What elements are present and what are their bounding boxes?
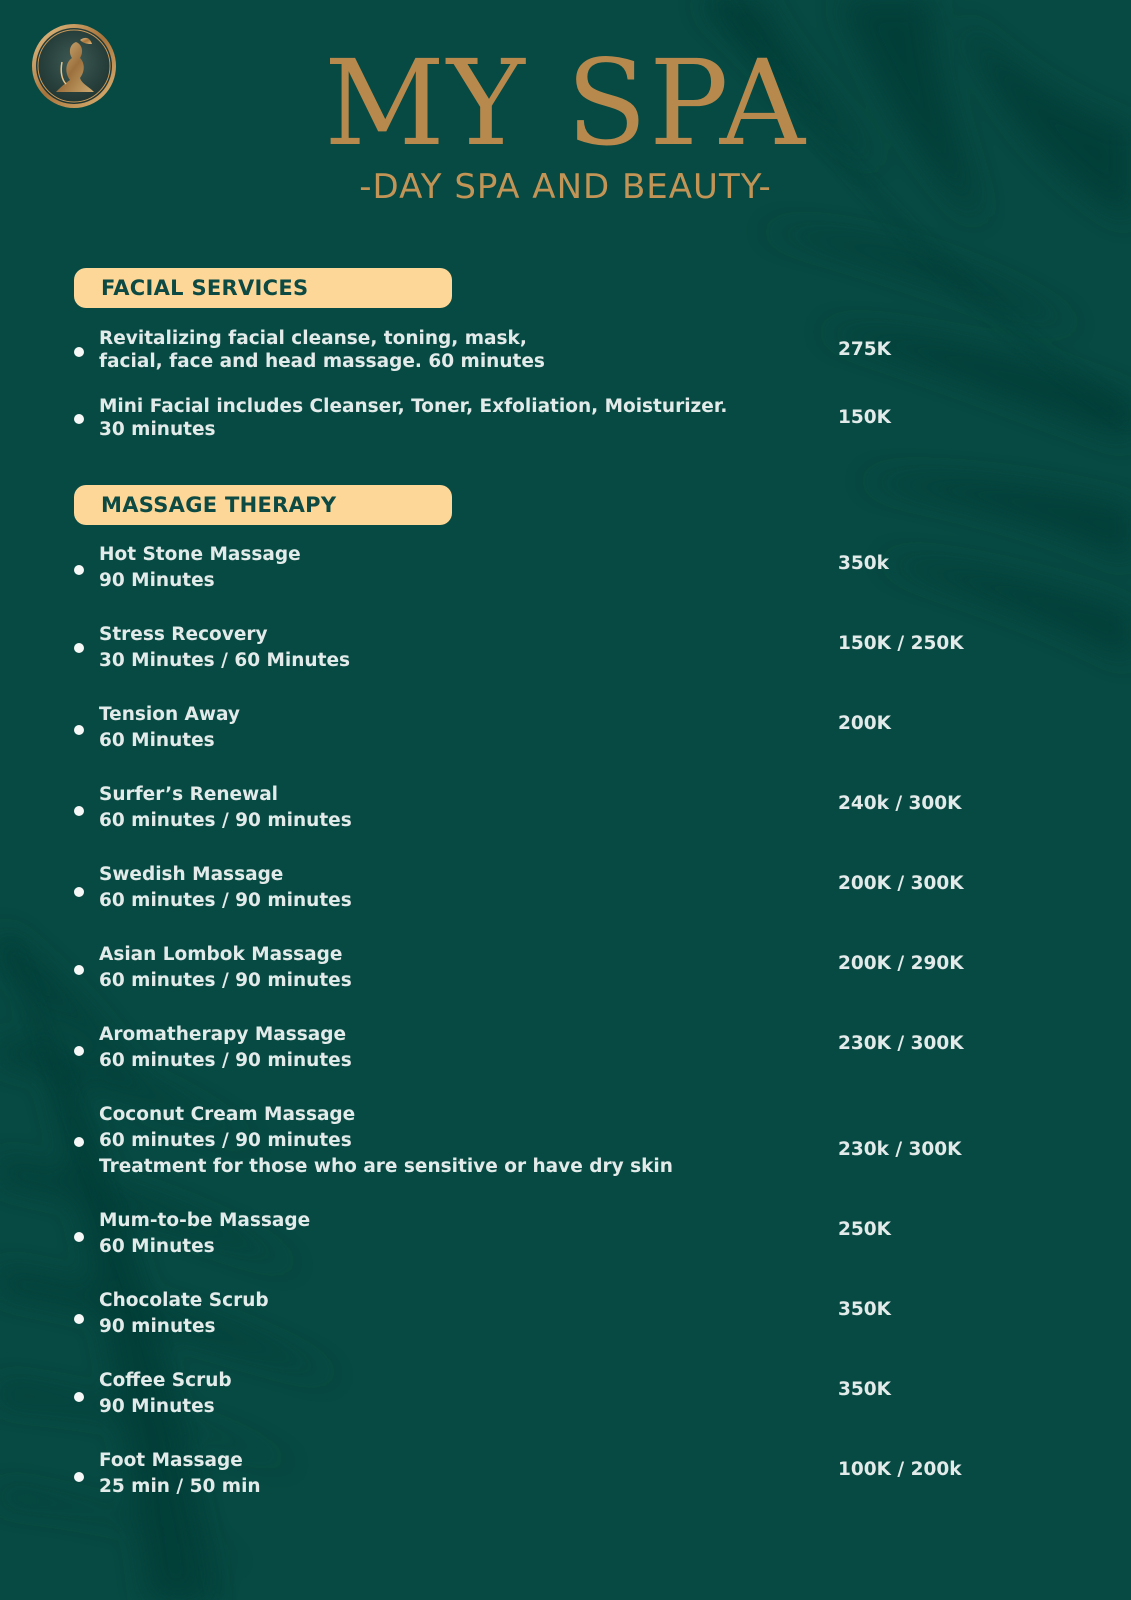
item-price: 350K [838,1379,891,1400]
item-description: Chocolate Scrub 90 minutes [99,1290,269,1337]
item-price: 200K [838,713,891,734]
item-price: 150K / 250K [838,633,964,654]
page-subtitle: -DAY SPA AND BEAUTY- [359,167,772,207]
item-price: 230K / 300K [838,1033,964,1054]
item-price: 150K [838,407,891,428]
bullet-icon [74,565,84,575]
bullet-icon [74,1392,84,1402]
item-description: Swedish Massage 60 minutes / 90 minutes [99,864,352,911]
item-description: Asian Lombok Massage 60 minutes / 90 minutes [99,944,352,991]
item-description: Coffee Scrub 90 Minutes [99,1370,232,1417]
section-title: FACIAL SERVICES [101,276,309,300]
page-title: MY SPA [324,34,807,172]
section-header-facial [74,268,452,308]
bullet-icon [74,1314,84,1324]
item-description: Hot Stone Massage 90 Minutes [99,544,301,591]
item-description: Mum-to-be Massage 60 Minutes [99,1210,311,1257]
section-title: MASSAGE THERAPY [101,493,337,517]
item-description: Stress Recovery 30 Minutes / 60 Minutes [99,624,350,671]
item-description: Coconut Cream Massage 60 minutes / 90 minutes Treatment for those who are sensitive or have dry skin [99,1104,673,1177]
item-price: 240k / 300K [838,793,962,814]
item-description: Foot Massage 25 min / 50 min [99,1450,261,1497]
item-description: Revitalizing facial cleanse, toning, mask, facial, face and head massage. 60 minutes [99,328,545,372]
item-description: Tension Away 60 Minutes [99,704,240,751]
bullet-icon [74,965,84,975]
item-description: Surfer’s Renewal 60 minutes / 90 minutes [99,784,352,831]
bullet-icon [74,347,84,357]
item-price: 250K [838,1219,891,1240]
bullet-icon [74,643,84,653]
item-price: 350K [838,1299,891,1320]
item-price: 100K / 200k [838,1459,962,1480]
bullet-icon [74,806,84,816]
bullet-icon [74,414,84,424]
item-price: 200K / 300K [838,873,964,894]
item-price: 275K [838,339,891,360]
bullet-icon [74,1232,84,1242]
item-description: Mini Facial includes Cleanser, Toner, Exfoliation, Moisturizer. 30 minutes [99,396,728,440]
item-price: 200K / 290K [838,953,964,974]
item-price: 350k [838,553,889,574]
section-header-massage [74,485,452,525]
bullet-icon [74,1046,84,1056]
bullet-icon [74,1137,84,1147]
item-description: Aromatherapy Massage 60 minutes / 90 minutes [99,1024,352,1071]
bullet-icon [74,725,84,735]
bullet-icon [74,1472,84,1482]
item-price: 230k / 300K [838,1139,962,1160]
bullet-icon [74,887,84,897]
